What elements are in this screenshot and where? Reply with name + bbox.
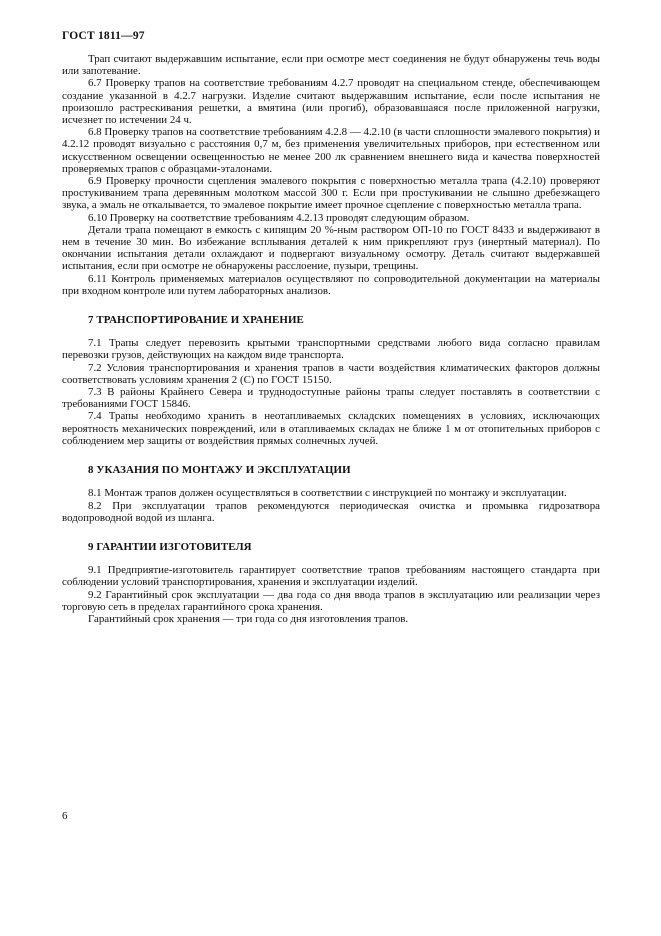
paragraph: 7.4 Трапы необходимо хранить в неотапливаемых складских помещениях в условиях, исключающих вероятность механических повреждений, или в отапливаемых складах не ближе 1 м от отопительных приборов с соблюдением мер защиты от воздействия прямых солнечных лучей. — [62, 410, 600, 447]
paragraph: 7.3 В районы Крайнего Севера и труднодоступные районы трапы следует поставлять в соответствии с требованиями ГОСТ 15846. — [62, 386, 600, 411]
paragraph: Детали трапа помещают в емкость с кипящим 20 %-ным раствором ОП-10 по ГОСТ 8433 и выдерживают в нем в течение 30 мин. Во избежание всплывания деталей к ним прикрепляют груз (инертный материал). По окончании испытания детали охлаждают и подвергают визуальному осмотру. Деталь считают выдержавшей испытания, если при осмотре не обнаружены расслоение, пузыри, трещины. — [62, 223, 600, 273]
paragraph: 7.2 Условия транспортирования и хранения трапов в части воздействия климатических факторов должны соответствовать условиям хранения 2 (С) по ГОСТ 15150. — [62, 361, 600, 386]
document-body — [62, 53, 600, 625]
section-heading-9: 9 ГАРАНТИИ ИЗГОТОВИТЕЛЯ — [88, 540, 252, 553]
paragraph: 9.1 Предприятие-изготовитель гарантирует соответствие трапов требованиям настоящего стандарта при соблюдении условий транспортирования, хранения и эксплуатации изделий. — [62, 564, 600, 589]
paragraph: 6.10 Проверку на соответствие требованиям 4.2.13 проводят следующим образом. — [88, 211, 470, 224]
paragraph: 6.8 Проверку трапов на соответствие требованиям 4.2.8 — 4.2.10 (в части сплошности эмалевого покрытия) и 4.2.12 проводят визуально с расстояния 0,7 м, без применения увеличительных приборов, при естественном или искусственном освещении освещенностью не менее 200 лк сравнением внешнего вида и качества поверхностей проверяемых трапов с образцами-эталонами. — [62, 126, 600, 175]
paragraph: 6.7 Проверку трапов на соответствие требованиям 4.2.7 проводят на специальном стенде, обеспечивающем создание указанной в 4.2.7 нагрузки. Изделие считают выдержавшим испытание, если после испытания не произошло растрескивания решетки, а вмятина (или прогиб), образовавшаяся после приложенной нагрузки, исчезнет по истечении 24 ч. — [62, 77, 600, 127]
paragraph: 8.2 При эксплуатации трапов рекомендуются периодическая очистка и промывка гидрозатвора водопроводной водой из шланга. — [62, 499, 600, 524]
page-number: 6 — [62, 810, 68, 822]
paragraph: 6.11 Контроль применяемых материалов осуществляют по сопроводительной документации на материалы при входном контроле или путем лабораторных анализов. — [62, 272, 600, 297]
paragraph: 7.1 Трапы следует перевозить крытыми транспортными средствами любого вида согласно правилам перевозки грузов, действующих на каждом виде транспорта. — [62, 337, 600, 362]
section-heading-8: 8 УКАЗАНИЯ ПО МОНТАЖУ И ЭКСПЛУАТАЦИИ — [88, 464, 351, 477]
paragraph: Гарантийный срок хранения — три года со дня изготовления трапов. — [88, 612, 409, 625]
paragraph: 8.1 Монтаж трапов должен осуществляться в соответствии с инструкцией по монтажу и эксплуатации. — [88, 487, 567, 500]
paragraph: Трап считают выдержавшим испытание, если при осмотре мест соединения не будут обнаружены течь воды или запотевание. — [62, 53, 600, 78]
section-heading-7: 7 ТРАНСПОРТИРОВАНИЕ И ХРАНЕНИЕ — [88, 314, 304, 327]
paragraph: 6.9 Проверку прочности сцепления эмалевого покрытия с поверхностью металла трапа (4.2.10) проверяют простукиванием трапа деревянным молотком массой 300 г. Если при простукивании не слышно дребезжащего звука, а эмаль не откалывается, то эмалевое покрытие имеет прочное сцепление с поверхностью металла трапа. — [62, 175, 600, 212]
paragraph: 9.2 Гарантийный срок эксплуатации — два года со дня ввода трапов в эксплуатацию или реализации через торговую сеть в пределах гарантийного срока хранения. — [62, 588, 600, 613]
document-header-title: ГОСТ 1811—97 — [62, 30, 145, 42]
